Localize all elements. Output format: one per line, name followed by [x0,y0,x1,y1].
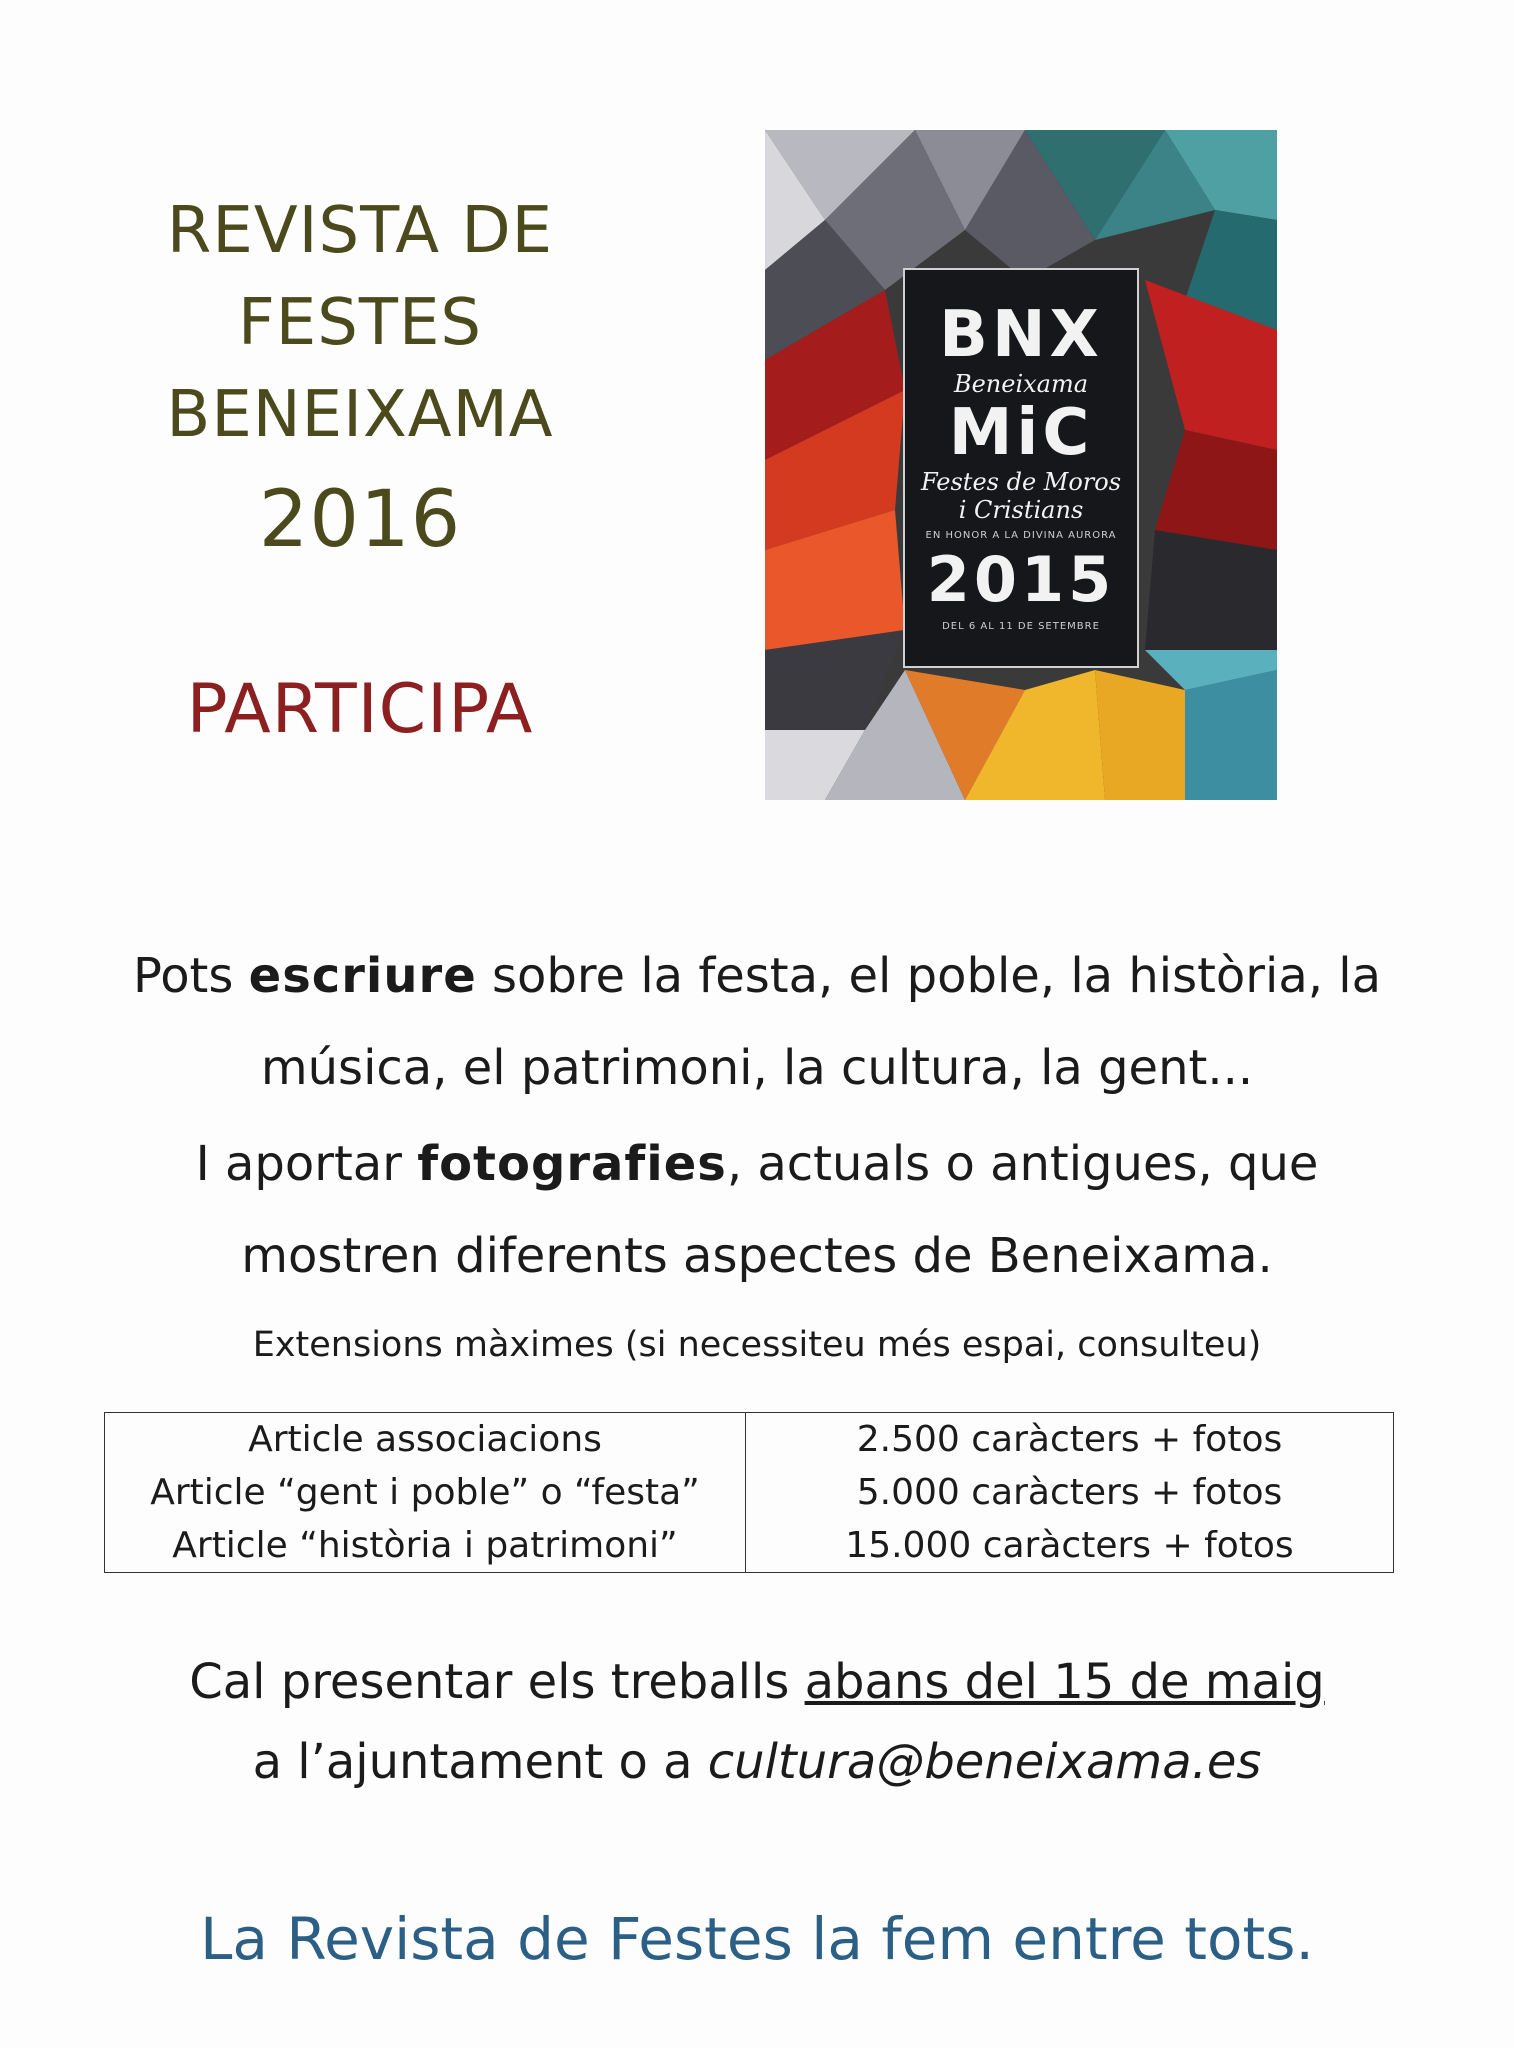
table-cell-type: Article associacions [105,1413,746,1467]
intro-paragraph-1 [80,930,1434,1114]
intro-p1-text-after: sobre la festa, el poble, la història, la [476,948,1382,1004]
poster-dates: DEL 6 AL 11 DE SETEMBRE [942,621,1100,632]
title-line-1: REVISTA DE [166,194,554,268]
title-block [110,185,610,575]
closing-slogan: La Revista de Festes la fem entre tots. [200,1905,1314,1973]
table-cell-limit: 2.500 caràcters + fotos [746,1413,1394,1467]
intro-p1-line2: música, el patrimoni, la cultura, la gent... [260,1040,1254,1096]
table-cell-limit: 15.000 caràcters + fotos [746,1519,1394,1573]
intro-p1-bold: escriure [248,948,477,1004]
poster-year: 2015 [926,543,1116,616]
table-cell-type: Article “història i patrimoni” [105,1519,746,1573]
deadline-text-2: a l’ajuntament o a [252,1734,708,1790]
table-cell-limit: 5.000 caràcters + fotos [746,1466,1394,1519]
intro-p2-text: I aportar [195,1136,418,1192]
title-line-2: FESTES [237,286,483,360]
poster-bnx: BNX [939,298,1103,372]
poster-honor: EN HONOR A LA DIVINA AURORA [925,530,1117,541]
intro-p2-line2: mostren diferents aspectes de Beneixama. [241,1228,1273,1284]
deadline-line-2 [80,1722,1434,1802]
table-row [105,1519,1394,1573]
poster-festes: Festes de Moros [920,468,1122,496]
table-cell-type: Article “gent i poble” o “festa” [105,1466,746,1519]
title-year: 2016 [258,475,462,565]
poster-cristians: i Cristians [958,496,1084,524]
poster-image [765,130,1277,800]
table-row [105,1413,1394,1467]
deadline-date: abans del 15 de maig [804,1654,1325,1710]
participa-heading: PARTICIPA [186,670,534,749]
deadline-block [80,1642,1434,1802]
intro-p1-text: Pots [132,948,249,1004]
poster-title-panel [903,268,1139,668]
poster-mic: MiC [948,396,1094,470]
intro-p1-line1 [80,930,1434,1022]
deadline-line-1 [80,1642,1434,1722]
deadline-text: Cal presentar els treballs [189,1654,805,1710]
extensions-note: Extensions màximes (si necessiteu més espai, consulteu) [252,1325,1262,1365]
contact-email-link[interactable]: cultura@beneixama.es [707,1734,1262,1790]
intro-p2-line1 [80,1118,1434,1210]
table-row [105,1466,1394,1519]
intro-p2-bold: fotografies [417,1136,727,1192]
poster-beneixama: Beneixama [953,370,1089,398]
title-line-3: BENEIXAMA [166,378,554,452]
intro-paragraph-2 [80,1118,1434,1302]
extensions-table [104,1412,1394,1573]
intro-p2-text-after: , actuals o antigues, que [726,1136,1319,1192]
